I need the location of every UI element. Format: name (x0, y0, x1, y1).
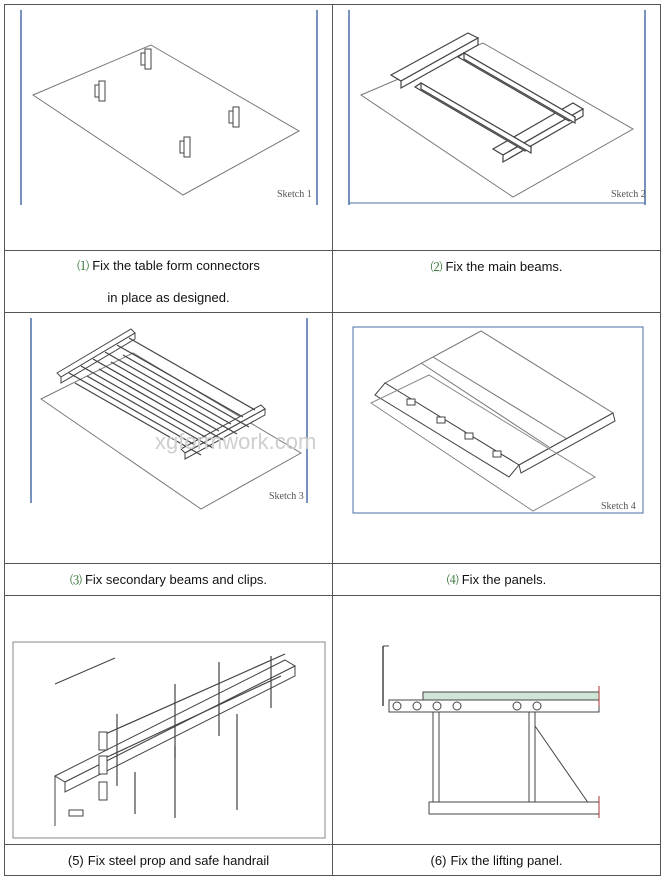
image-cell-2 (332, 4, 661, 251)
sketch-2-figure (333, 5, 661, 251)
step-text-4: Fix the panels. (461, 571, 547, 587)
sketch-6-figure (333, 596, 661, 845)
step-number-2: ⑵ (430, 259, 443, 274)
step-number-4: ⑷ (446, 572, 459, 587)
caption-line-4 (447, 564, 547, 596)
step-text-5: Fix steel prop and safe handrail (87, 852, 270, 868)
step-number-5: (5) (67, 852, 84, 868)
caption-cell-5 (4, 844, 333, 876)
watermark: xgformwork.com (155, 429, 317, 454)
caption-line-3 (70, 564, 267, 596)
caption-line-6 (431, 845, 563, 876)
step-text-3: Fix secondary beams and clips. (84, 571, 268, 587)
caption-cell-1 (4, 250, 333, 313)
step-number-1: ⑴ (77, 259, 90, 273)
image-cell-6 (332, 595, 661, 845)
caption-cell-2 (332, 250, 661, 313)
sketch-3-label: Sketch 3 (269, 491, 304, 502)
image-cell-5 (4, 595, 333, 845)
caption-line-5 (68, 845, 269, 876)
caption-cell-6 (332, 844, 661, 876)
sketch-4-figure (333, 313, 661, 564)
step-number-6: (6) (430, 852, 447, 868)
instruction-table (4, 4, 661, 876)
step-text-1: Fix the table form connectors (92, 258, 260, 273)
step-number-3: ⑶ (69, 572, 82, 587)
sketch-2-label: Sketch 2 (611, 189, 646, 200)
image-cell-3 (4, 312, 333, 564)
caption-cell-3 (4, 563, 333, 596)
image-cell-1 (4, 4, 333, 251)
sketch-3-figure (5, 313, 333, 564)
sketch-1-figure (5, 5, 333, 251)
sketch-4-label: Sketch 4 (601, 501, 636, 512)
sketch-1-label: Sketch 1 (277, 189, 312, 200)
caption-cell-4 (332, 563, 661, 596)
caption-line-1b: in place as designed. (107, 290, 230, 305)
caption-line-2 (430, 254, 562, 280)
step-text-2: Fix the main beams. (445, 258, 563, 274)
step-text-6: Fix the lifting panel. (450, 852, 563, 868)
image-cell-4 (332, 312, 661, 564)
caption-line-1 (77, 250, 260, 282)
sketch-5-figure (5, 596, 333, 845)
